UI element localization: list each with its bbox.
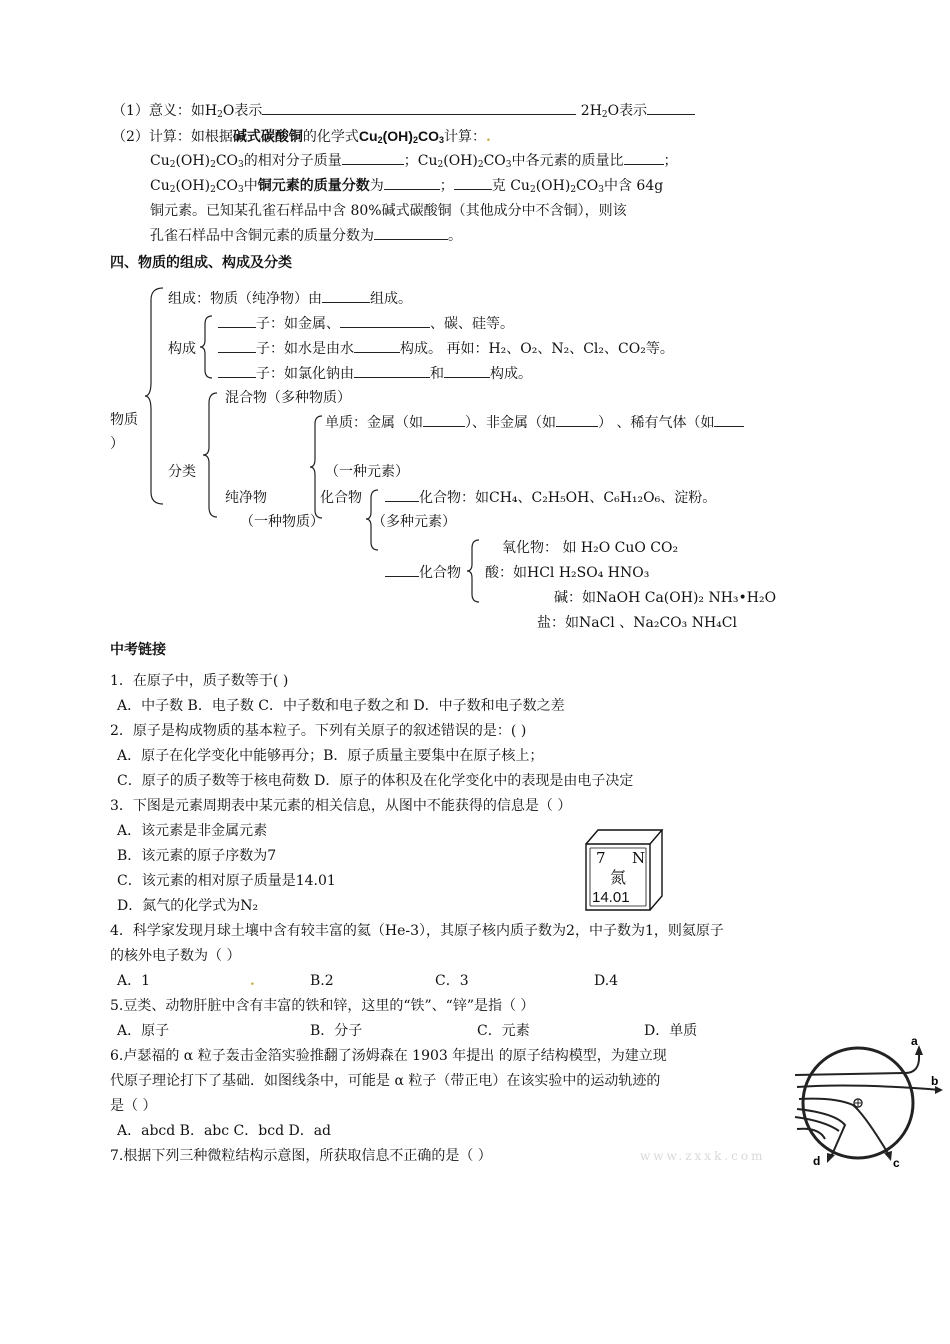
goucheng-text: 子：如氯化钠由 <box>256 366 354 382</box>
goucheng-text: 构成。 再如：H₂、O₂、N₂、Cl₂、CO₂等。 <box>400 341 674 357</box>
elem-text: ）、非金属（如 <box>465 415 556 431</box>
zucheng-text: 组成。 <box>370 291 412 307</box>
inorganic-line <box>385 563 461 583</box>
question-5: 5.豆类、动物肝脏中含有丰富的铁和锌，这里的“铁”、“锌”是指（ ） <box>110 998 535 1014</box>
question-5-option-d: D．单质 <box>644 1023 698 1039</box>
label-b: b <box>931 1074 939 1088</box>
question-2: 2．原子是构成物质的基本粒子。下列有关原子的叙述错误的是：( ) <box>110 723 527 739</box>
element-number: 7 <box>596 849 606 867</box>
zucheng-text: 组成：物质（纯净物）由 <box>168 291 322 307</box>
blank <box>354 364 430 378</box>
question-1: 1．在原子中，质子数等于( ) <box>110 673 289 689</box>
acid-line: 酸：如HCl H₂SO₄ HNO₃ <box>485 565 650 581</box>
calc-text: 中含 64g <box>603 178 664 194</box>
mixture-label: 混合物（多种物质） <box>225 390 351 406</box>
blank <box>218 364 256 378</box>
calc-bold: 碱式碳酸铜 <box>232 129 303 145</box>
question-7: 7.根据下列三种微粒结构示意图，所获取信息不正确的是（ ） <box>110 1148 492 1164</box>
meaning-suffix: O表示 <box>607 103 648 119</box>
blank <box>218 339 256 353</box>
calc-text: 孔雀石样品中含铜元素的质量分数为 <box>150 228 374 244</box>
rutherford-diagram <box>795 1035 945 1170</box>
goucheng-text: 和 <box>430 366 444 382</box>
calc-text: 为 <box>369 178 384 194</box>
calc-text: 计算： <box>443 129 486 145</box>
elem-text: 单质：金属（如 <box>325 415 423 431</box>
calc-line-2: $Cu_2(OH)_2CO_3$的相对分子质量 ；$Cu_2(OH)_2CO_3$中各元素的质量比 ； <box>150 153 678 170</box>
question-5-option-c: C．元素 <box>477 1023 530 1039</box>
brace-inorganic <box>467 538 481 604</box>
label-goucheng: 构成 <box>168 341 196 357</box>
element-symbol: N <box>632 849 646 867</box>
element-name: 氮 <box>610 868 627 887</box>
blank <box>624 151 664 165</box>
pure-label: 纯净物 <box>225 490 267 506</box>
goucheng-atom <box>218 314 514 334</box>
goucheng-ion <box>218 364 532 384</box>
question-6-line-3: 是（ ） <box>110 1098 157 1114</box>
question-4-option-a: A．1 <box>117 973 151 989</box>
organic-text: 化合物：如CH₄、C₂H₅OH、C₆H₁₂O₆、淀粉。 <box>419 490 717 506</box>
label-d: d <box>813 1154 821 1168</box>
inorganic-text: 化合物 <box>419 565 461 581</box>
label-substance: 物质 <box>110 412 138 428</box>
calc-line-1 <box>112 126 491 147</box>
one-element-label: （一种元素） <box>325 464 409 480</box>
goucheng-text: 、碳、硅等。 <box>430 316 514 332</box>
element-card <box>584 828 664 912</box>
calc-text: 的化学式 <box>302 129 359 145</box>
question-3-option-a: A．该元素是非金属元素 <box>117 823 268 839</box>
base-line: 碱：如NaOH Ca(OH)₂ NH₃•H₂O <box>554 590 777 606</box>
calc-text: 中 <box>243 178 258 194</box>
formula-part: Cu <box>150 153 170 169</box>
blank <box>454 176 492 190</box>
watermark-text: www.zxxk.com <box>640 1149 766 1163</box>
question-4-line-1: 4．科学家发现月球土壤中含有较丰富的氦（He-3），其原子核内质子数为2，中子数为1，则氦原子 <box>110 923 724 939</box>
calc-text: 的相对分子质量 <box>243 153 342 169</box>
calc-text: 克 Cu <box>491 178 530 194</box>
blank <box>444 364 490 378</box>
zucheng-line <box>168 289 412 309</box>
calc-line-5 <box>150 226 462 246</box>
calc-line-4: 铜元素。已知某孔雀石样品中含 80%碱式碳酸铜（其他成分中不含铜），则该 <box>150 203 627 219</box>
calc-text: ；Cu <box>403 153 438 169</box>
goucheng-molecule <box>218 339 674 359</box>
calc-line-3: $Cu_2(OH)_2CO_3$中铜元素的质量分数为 ； 克 $Cu_2(OH)_2CO_3$中含 64g <box>150 178 664 195</box>
question-4-option-b: B.2 <box>310 973 334 989</box>
question-2-options-cd: C．原子的质子数等于核电荷数 D．原子的体积及在化学变化中的表现是由电子决定 <box>117 773 634 789</box>
label-c: c <box>893 1156 900 1170</box>
formula-part: (OH) <box>535 178 571 194</box>
path-b <box>797 1086 940 1090</box>
blank <box>556 413 598 427</box>
blank <box>384 176 440 190</box>
blank <box>374 226 448 240</box>
meaning-prefix: （1）意义：如H <box>112 103 218 119</box>
question-3-option-c: C．该元素的相对原子质量是14.01 <box>117 873 336 889</box>
calc-text: ； <box>439 178 454 194</box>
question-4-option-d: D.4 <box>594 973 619 989</box>
blank <box>385 563 419 577</box>
question-4-option-c: C．3 <box>435 973 469 989</box>
organic-line <box>385 488 716 508</box>
question-3-option-d: D．氮气的化学式为N₂ <box>117 898 259 914</box>
blank <box>385 488 419 502</box>
goucheng-text: 子：如水是由水 <box>256 341 354 357</box>
formula-part: CO <box>215 153 239 169</box>
blank <box>218 314 256 328</box>
question-4-line-2: 的核外电子数为（ ） <box>110 948 241 964</box>
exam-title: 中考链接 <box>110 641 166 657</box>
pure-sub-label: （一种物质） <box>240 514 324 530</box>
question-3-option-b: B．该元素的原子序数为7 <box>117 848 277 864</box>
elem-line <box>325 413 744 433</box>
oxide-line: 氧化物： 如 H₂O CuO CO₂ <box>502 540 679 556</box>
calc-text: 中各元素的质量比 <box>511 153 624 169</box>
blank <box>354 339 400 353</box>
blank <box>423 413 465 427</box>
brace-goucheng <box>200 314 214 380</box>
blank <box>647 101 695 115</box>
formula-part: (OH) <box>443 153 478 169</box>
formula-part: Cu <box>150 178 170 194</box>
formula-part: (OH) <box>175 153 211 169</box>
question-6-options: A．abcd B．abc C．bcd D．ad <box>117 1123 332 1139</box>
salt-line: 盐：如NaCl 、Na₂CO₃ NH₄Cl <box>537 615 737 631</box>
blank <box>322 289 370 303</box>
element-mass: 14.01 <box>592 889 630 906</box>
brace-fenlei <box>203 391 219 519</box>
meaning-line: （1）意义：如$H_2O$表示 $2H_2O$表示 <box>112 101 695 121</box>
label-a: a <box>911 1034 918 1048</box>
calc-text: （2）计算：如根据 <box>112 129 233 145</box>
goucheng-text: 构成。 <box>490 366 532 382</box>
question-5-option-b: B．分子 <box>310 1023 363 1039</box>
label-paren: ） <box>110 436 124 452</box>
formula-part: CO <box>215 178 239 194</box>
question-3: 3．下图是元素周期表中某元素的相关信息，从图中不能获得的信息是（ ） <box>110 798 572 814</box>
section-title: 四、物质的组成、构成及分类 <box>110 254 292 270</box>
calc-formula: $Cu_2(OH)_2CO_3$ <box>358 128 444 145</box>
question-5-option-a: A．原子 <box>117 1023 170 1039</box>
blank <box>714 413 744 427</box>
question-6-line-1: 6.卢瑟福的 α 粒子轰击金箔实验推翻了汤姆森在 1903 年提出 的原子结构模型，为建立现 <box>110 1048 667 1064</box>
calc-text: 。 <box>448 228 462 244</box>
brace-main <box>145 286 165 506</box>
elem-text: ） 、稀有气体（如 <box>598 415 715 431</box>
meaning-mid: O表示 <box>222 103 263 119</box>
compound-label: 化合物 <box>320 490 362 506</box>
question-1-options: A．中子数 B．电子数 C．中子数和电子数之和 D．中子数和电子数之差 <box>117 698 565 714</box>
many-element-label: （多种元素） <box>372 514 456 530</box>
formula-part: (OH) <box>175 178 211 194</box>
question-6-line-2: 代原子理论打下了基础．如图线条中，可能是 α 粒子（带正电）在该实验中的运动轨迹的 <box>110 1073 661 1089</box>
blank <box>262 101 576 115</box>
label-fenlei: 分类 <box>168 464 196 480</box>
goucheng-text: 子：如金属、 <box>256 316 340 332</box>
question-2-options-ab: A．原子在化学变化中能够再分；B．原子质量主要集中在原子核上； <box>117 748 544 764</box>
formula-part: CO <box>483 153 506 169</box>
calc-bold: 铜元素的质量分数 <box>257 178 370 194</box>
formula-part: CO <box>576 178 599 194</box>
meaning-mid2: 2H <box>576 103 602 119</box>
blank <box>342 151 404 165</box>
dot-mark: . <box>250 973 255 989</box>
calc-text: ； <box>663 153 678 169</box>
blank <box>340 314 430 328</box>
dot-mark: . <box>485 129 491 145</box>
